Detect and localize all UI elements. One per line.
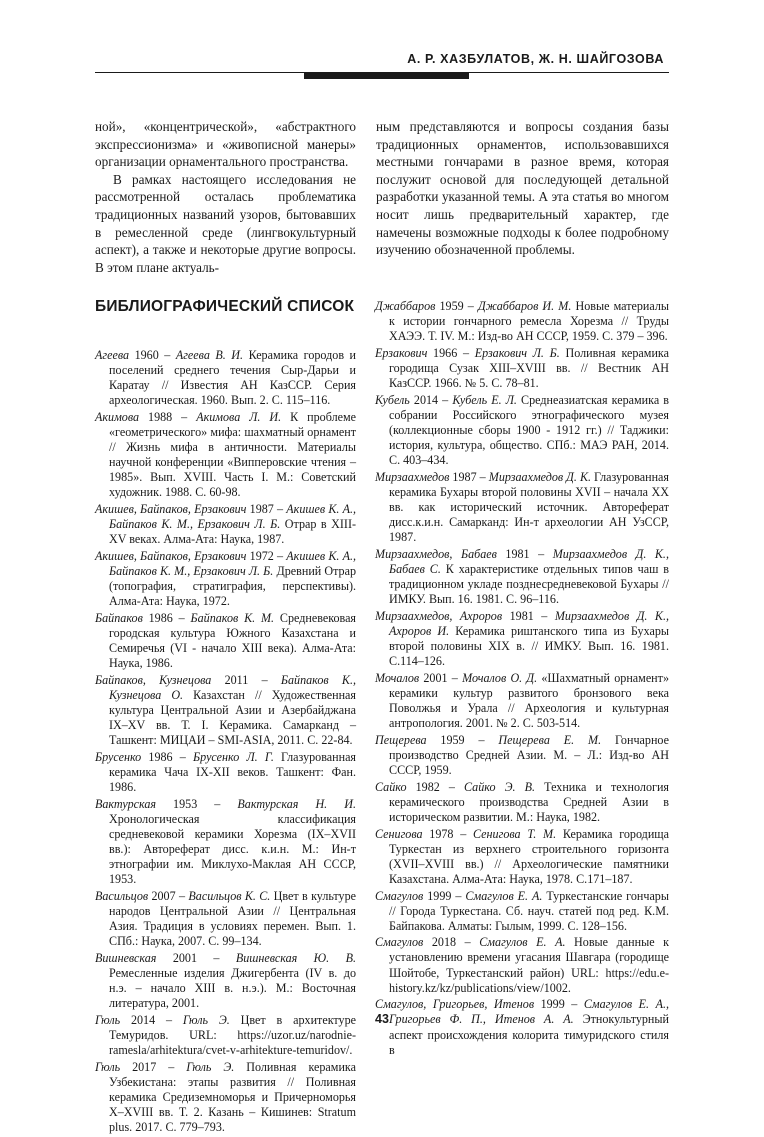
intro-paragraph: ной», «концентрической», «абстрактного экспрессионизма» и «живописной манеры» организации орнаментального пространства.: [95, 119, 356, 170]
bibliography-entry: [375, 889, 669, 934]
bibliography-entry: [95, 951, 356, 1011]
entry-text: Глазурованная керамика Чача IX-XII веков. Ташкент: Фан. 1986.: [109, 750, 356, 795]
entry-year: 1981 –: [502, 608, 555, 623]
entry-key: Акишев, Байпаков, Ерзакович: [95, 549, 247, 563]
entry-text: Техника и технология керамического производства Средней Азии в историческом развитии. М.: Наука, 1982.: [389, 779, 669, 824]
entry-text: Средневековая городская культура Южного Казахстана и Семиречья (VI - начало XIII века). Алма-Ата: Наука, 1986.: [109, 610, 356, 671]
entry-key: Акимова: [95, 409, 140, 424]
entry-key: Байпаков: [95, 610, 143, 625]
page-number: 43: [375, 1012, 389, 1026]
bibliography-entry: [375, 827, 669, 887]
entry-key: Вактурская: [95, 796, 157, 811]
entry-authors: Сайко Э. В.: [464, 779, 536, 794]
bibliography-entry: [95, 611, 356, 671]
bibliography-entry: [95, 889, 356, 949]
entry-key: Вишневская: [95, 951, 157, 965]
entry-authors: Акишев К. А., Байпаков К. М., Ерзакович Л. Б.: [109, 502, 356, 532]
entry-authors: Ерзакович Л. Б.: [474, 345, 560, 360]
entry-year: 2014 –: [409, 392, 453, 407]
entry-authors: Байпаков К. М.: [190, 610, 275, 625]
entry-key: Смагулов: [375, 935, 424, 950]
bibliography-entry: [375, 547, 669, 607]
intro-paragraph: В рамках настоящего исследования не рассмотренной осталась проблематика традиционных названий узоров, бытовавших в ремесленной среде (лингвокультурный аспект), а также и некоторые другие вопросы. В этом плане актуаль-: [95, 171, 356, 275]
entry-year: 2018 –: [423, 935, 480, 950]
entry-key: Мирзаахмедов, Бабаев: [375, 546, 497, 561]
entry-authors: Кубель Е. Л.: [452, 392, 517, 407]
entry-year: 1960 –: [129, 348, 176, 362]
entry-key: Агеева: [95, 348, 130, 362]
entry-key: Кубель: [375, 392, 410, 407]
entry-authors: Смагулов Е. А.: [465, 888, 543, 903]
entry-year: 1986 –: [142, 610, 191, 625]
entry-key: Васильцов: [95, 889, 149, 904]
entry-text: Керамика городища Туркестан из верхнего строительного горизонта (XVII–XVIII вв.) // Археологические памятники Казахстана. Алма-Ата: Наука, 1978. С.171–187.: [389, 826, 669, 886]
entry-text: Туркестанские гончары // Города Туркестана. Сб. науч. статей под ред. К.М. Байпакова. Алматы: Гылым, 1999. С. 128–156.: [389, 888, 669, 933]
running-title: А. Р. ХАЗБУЛАТОВ, Ж. Н. ШАЙГОЗОВА: [407, 52, 664, 66]
entry-authors: Пещерева Е. М.: [498, 732, 602, 747]
entry-key: Байпаков, Кузнецова: [95, 672, 212, 687]
entry-year: 2011 –: [211, 672, 281, 687]
bibliography-entry: [375, 733, 669, 778]
bibliography-entry: [375, 393, 669, 468]
entry-authors: Смагулов Е. А., Григорьев Ф. П., Итенов А. А.: [389, 997, 670, 1027]
entry-authors: Байпаков К., Кузнецова О.: [109, 672, 356, 703]
entry-key: Гюль: [95, 1059, 121, 1074]
entry-year: 1959 –: [426, 732, 499, 747]
entry-year: 2007 –: [148, 889, 189, 904]
entry-text: Ремесленные изделия Джигербента (IV в. до н.э. – начало XIII в. н.э.). М.: Восточная литература, 2001.: [109, 966, 356, 1011]
entry-authors: Гюль Э.: [182, 1012, 230, 1027]
intro-paragraph: ным представляются и вопросы создания базы традиционных орнаментов, использовавшихся местными гончарами в разное время, которая послужит основой для последующей детальной разработки указанной темы. А эта статья во многом носит лишь предварительный характер, где намечены возможные подходы к более подробному изучению обозначенной проблемы.: [376, 119, 669, 258]
bibliography-entry: [375, 609, 669, 669]
entry-authors: Мочалов О. Д.: [462, 670, 538, 685]
entry-authors: Мирзаахмедов Д. К., Бабаев С.: [389, 546, 669, 576]
entry-authors: Агеева В. И.: [175, 348, 244, 362]
entry-text: Новые данные к установлению времени угасания Шавгара (городище Шойтобе, Туркестанский район) URL: https://edu.e-history.kz/kz/publications/view/1002.: [389, 935, 669, 995]
entry-year: 1982 –: [406, 779, 465, 794]
bibliography-entry: [375, 346, 669, 391]
entry-year: 1999 –: [534, 997, 584, 1012]
entry-year: 1953 –: [156, 796, 238, 811]
header-bar: [304, 73, 469, 79]
entry-year: 1981 –: [496, 546, 553, 561]
entry-text: Керамика риштанского типа из Бухары второй половины XIX в. // ИМКУ. Вып. 16. 1981. С.114–126.: [389, 623, 669, 669]
entry-text: Древний Отрар (топография, стратиграфия, перспективы). Алма-Ата: Наука, 1972.: [109, 564, 357, 609]
entry-text: К проблеме «геометрического» мифа: шахматный орнамент // Жизнь мифа в античности. Материалы научной конференции «Випперовские чтения – 1985». Вып. XVIII. Часть I. М.: Советский художник. 1988. С. 60-98.: [109, 409, 356, 500]
entry-text: Этнокультурный аспект происхождения колорита тимуридского стиля в: [389, 1012, 669, 1057]
entry-authors: Васильцов К. С.: [188, 889, 271, 904]
intro-right-column: [376, 118, 669, 259]
bibliography-entry: [95, 549, 356, 609]
entry-year: 1988 –: [139, 409, 197, 424]
entry-text: Отрар в XIII-XV веках. Алма-Ата: Наука, 1987.: [109, 517, 356, 547]
entry-text: Глазурованная керамика Бухары второй половины XVII – начала XX вв. как исторический источник. Автореферат дисс.к.и.н. Самарканд: Ин-т археологии АН УзССР, 1987.: [389, 469, 669, 545]
entry-authors: Сенигова Т. М.: [473, 826, 557, 841]
entry-authors: Акишев К. А., Байпаков К. М., Ерзакович Л. Б.: [109, 549, 356, 579]
entry-year: 2017 –: [120, 1059, 187, 1074]
entry-key: Мирзаахмедов, Ахроров: [375, 608, 503, 623]
bibliography-entry: [375, 935, 669, 995]
bibliography-entry: [375, 997, 669, 1057]
entry-authors: Джаббаров И. М.: [477, 299, 572, 313]
entry-text: Хронологическая классификация средневековой керамики Хорезма (IX–XVII вв.): Автореферат дисс. к.и.н. М.: Ин-т этнографии им. Миклухо-Маклая АН СССР, 1953.: [109, 811, 356, 887]
intro-left-column: [95, 118, 356, 276]
bibliography-entry: [95, 410, 356, 501]
entry-year: 1959 –: [435, 299, 478, 313]
entry-year: 2014 –: [120, 1012, 183, 1027]
bibliography-entry: [375, 780, 669, 825]
entry-text: Цвет в культуре народов Центральной Азии // Центральная Азия. Традиция в условиях перемен. Вып. 1. СПб.: Наука, 2007. С. 99–134.: [109, 889, 357, 949]
entry-key: Пещерева: [375, 732, 427, 747]
entry-authors: Вишневская Ю. В.: [235, 951, 356, 965]
entry-year: 2001 –: [419, 670, 463, 685]
entry-key: Смагулов, Григорьев, Итенов: [375, 997, 535, 1012]
entry-text: «Шахматный орнамент» керамики культур развитого бронзового века Поволжья и Урала // Археология и культурная антропология. 2001. № 2. С. 503-514.: [389, 670, 669, 731]
bibliography-entry: [95, 1060, 356, 1135]
bibliography-entry: [95, 348, 356, 408]
entry-text: Поливная керамика Узбекистана: этапы развития // Поливная керамика Средиземноморья и Причерноморья X–XVIII вв. Т. 2. Казань – Кишинев: Stratum plus. 2017. С. 779–793.: [109, 1059, 356, 1135]
entry-year: 1966 –: [427, 345, 475, 360]
entry-year: 1987 –: [449, 469, 489, 484]
entry-authors: Гюль Э.: [186, 1059, 235, 1074]
entry-authors: Смагулов Е. А.: [479, 935, 566, 950]
entry-text: Поливная керамика городища Сузак XIII–XVIII вв. // Вестник АН КазССР. 1966. № 5. С. 78–81.: [389, 345, 669, 391]
entry-key: Сенигова: [375, 826, 423, 841]
bibliography-entry: [375, 470, 669, 545]
entry-year: 1972 –: [246, 549, 287, 563]
entry-year: 1987 –: [246, 502, 287, 517]
entry-text: Керамика городов и поселений среднего течения Сыр-Дарьи и Каратау // Известия АН КазССР. Серия археологическая. 1960. Вып. 2. С. 115–116.: [109, 348, 357, 408]
entry-text: К характеристике отдельных типов чаш в традиционном укладе позднесредневековой Бухары // ИМКУ. Вып. 16. 1981. С. 96–116.: [389, 561, 669, 607]
entry-authors: Мирзаахмедов Д. К.: [488, 469, 591, 484]
bibliography-entry: [95, 673, 356, 748]
bibliography-entry: [95, 750, 356, 795]
entry-text: Среднеазиатская керамика в собрании Российского этнографического музея (коллекционные сборы 1900 - 1912 гг.) // Таджики: история, культура, общество. СПб.: МАЭ РАН, 2014. С. 403–434.: [389, 392, 669, 468]
entry-text: Новые материалы к истории гончарного ремесла Хорезма // Труды ХАЭЭ. Т. IV. М.: Изд-во АН СССР, 1959. С. 379 – 396.: [389, 299, 670, 344]
entry-key: Сайко: [375, 779, 407, 794]
entry-key: Мирзаахмедов: [375, 469, 450, 484]
entry-year: 1978 –: [422, 826, 474, 841]
entry-text: Гончарное производство Средней Азии. М. – Л.: Изд-во АН СССР, 1959.: [389, 732, 669, 777]
entry-key: Акишев, Байпаков, Ерзакович: [95, 502, 247, 517]
entry-text: Цвет в архитектуре Темуридов. URL: https://uzor.uz/narodnie-ramesla/arhitektura/cvet-v-arhitekture-temuridov/.: [109, 1012, 356, 1058]
entry-year: 1986 –: [141, 750, 194, 764]
entry-key: Ерзакович: [375, 345, 428, 360]
entry-key: Мочалов: [375, 670, 420, 685]
entry-key: Джаббаров: [375, 299, 436, 313]
bibliography-entry: [95, 502, 356, 547]
bibliography-entry: [375, 671, 669, 731]
entry-text: Казахстан // Художественная культура Центральной Азии и Азербайджана IX–XV вв. Т. I. Керамика. Самарканд – Ташкент: МИЦАИ – SMI-ASIA, 2011. С. 22-84.: [109, 688, 356, 748]
bibliography-title: БИБЛИОГРАФИЧЕСКИЙ СПИСОК: [95, 298, 355, 315]
entry-authors: Вактурская Н. И.: [237, 796, 357, 811]
entry-key: Брусенко: [95, 750, 142, 764]
entry-year: 2001 –: [156, 951, 236, 965]
entry-key: Гюль: [95, 1012, 121, 1027]
entry-authors: Мирзаахмедов Д. К., Ахроров И.: [389, 608, 669, 638]
entry-year: 1999 –: [423, 888, 466, 903]
entry-key: Смагулов: [375, 888, 424, 903]
entry-authors: Брусенко Л. Г.: [193, 750, 274, 764]
bibliography-right-column: [375, 299, 669, 1059]
bibliography-entry: [375, 299, 669, 344]
entry-authors: Акимова Л. И.: [196, 409, 282, 424]
bibliography-entry: [95, 797, 356, 888]
running-header: [0, 52, 764, 92]
